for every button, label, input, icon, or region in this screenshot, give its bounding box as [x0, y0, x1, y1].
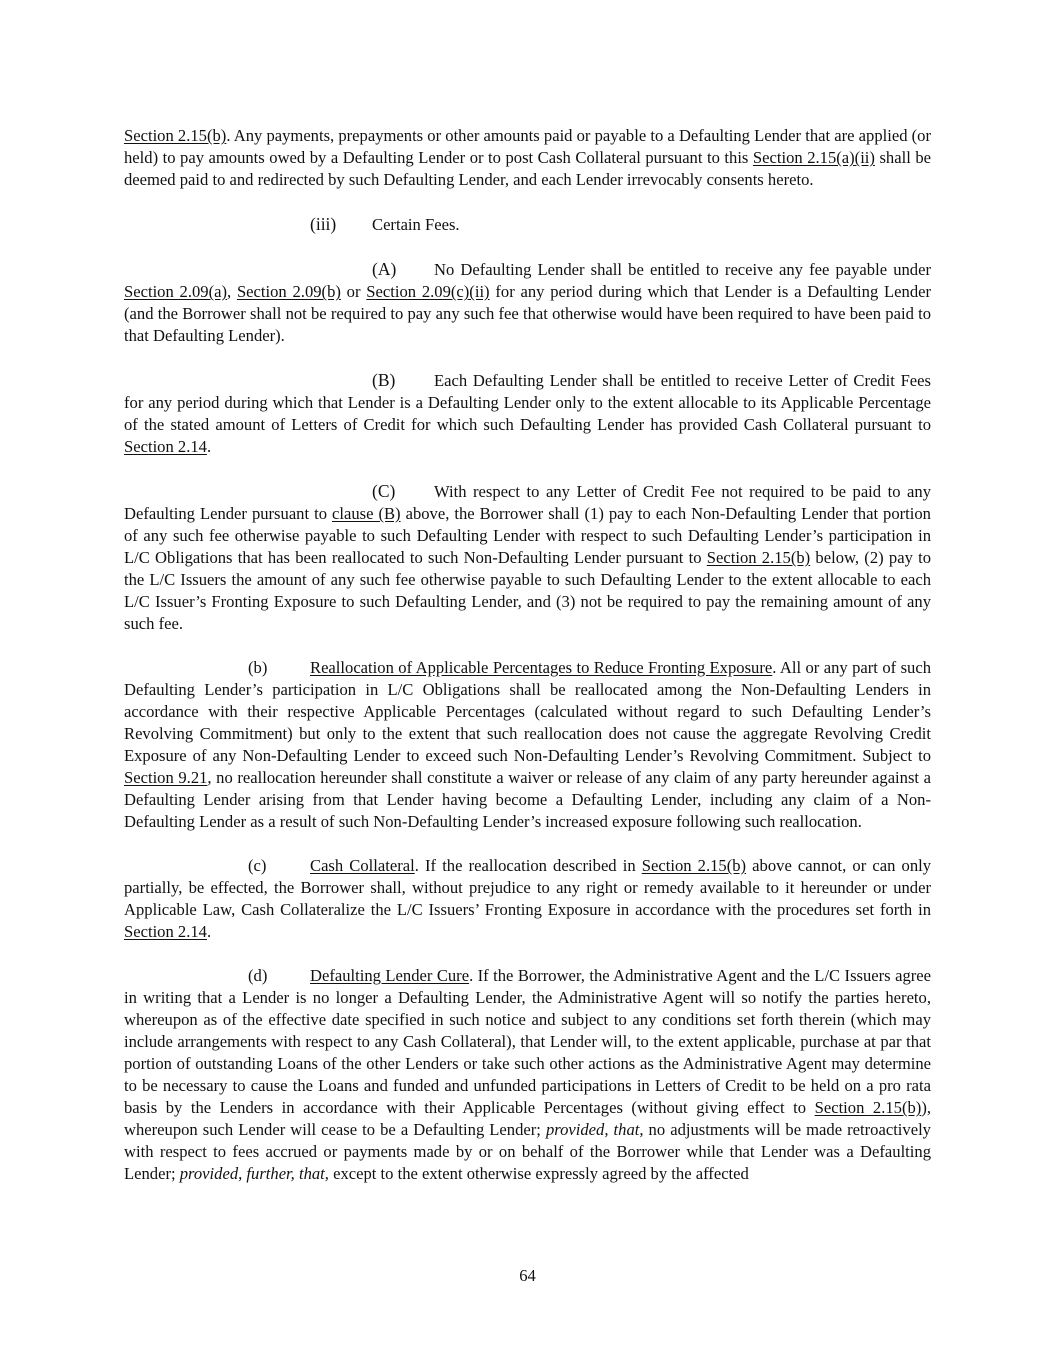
- paragraph-text: .: [206, 922, 212, 941]
- paragraph-text: shall be deemed paid to and redirected by such Defaulting Lender, and each Lender irrevocably consents hereto.: [124, 148, 931, 189]
- clause-label: (C): [372, 481, 396, 501]
- paragraph-text: ,: [227, 282, 237, 301]
- paragraph-text: below, (2) pay to the L/C Issuers the amount of any such fee otherwise payable to such Defaulting Lender to the extent allocable to each L/C Issuer’s Fronting Exposure to such Defaulting Lender, and (3) not be required to pay the remaining amount of any such fee.: [124, 548, 932, 633]
- paragraph-text: . All or any part of such Defaulting Lender’s participation in L/C Obligations shall be reallocated among the Non-Defaulting Lenders in accordance with their respective Applicable Percentages (calculated without regard to such Defaulting Lender’s Revolving Commitment) but only to the extent that such reallocation does not cause the aggregate Revolving Credit Exposure of any Non-Defaulting Lender to exceed such Non-Defaulting Lender’s Revolving Commitment. Subject to: [124, 658, 931, 765]
- section-reference: Section 2.15(b): [706, 548, 811, 567]
- clause-C: [124, 480, 931, 635]
- paragraph-text: . If the reallocation described in: [414, 856, 642, 875]
- paragraph-text: except to the extent otherwise expressly agreed by the affected: [328, 1164, 749, 1183]
- section-reference: Section 2.14: [124, 922, 207, 941]
- clause-label: (iii): [310, 214, 337, 234]
- clause-A: [124, 258, 931, 347]
- page-number: 64: [519, 1266, 536, 1285]
- section-reference: Section 2.15(b): [814, 1098, 922, 1117]
- clause-label: (A): [372, 259, 397, 279]
- section-reference: Section 2.09(b): [236, 282, 341, 301]
- section-reference: Section 9.21: [124, 768, 208, 787]
- section-reference: Section 2.15(b): [124, 126, 227, 145]
- clause-label: (b): [248, 658, 268, 677]
- section-reference: Section 2.15(a)(ii): [752, 148, 875, 167]
- clause-label: (c): [248, 856, 267, 875]
- section-reference: clause (B): [332, 504, 401, 523]
- paragraph-text: or: [340, 282, 367, 301]
- clause-heading: Reallocation of Applicable Percentages to Reduce Fronting Exposure: [310, 658, 773, 677]
- proviso-text: provided, that,: [545, 1120, 644, 1139]
- paragraph-continuation: [124, 125, 931, 191]
- clause-d: [124, 965, 931, 1185]
- clause-label: (d): [248, 966, 268, 985]
- clause-b: [124, 657, 931, 833]
- paragraph-text: , no reallocation hereunder shall constitute a waiver or release of any claim of any party hereunder against a Defaulting Lender arising from that Lender having become a Defaulting Lender, including any claim of a Non-Defaulting Lender as a result of such Non-Defaulting Lender’s increased exposure following such reallocation.: [124, 768, 931, 831]
- paragraph-text: above cannot, or can only partially, be effected, the Borrower shall, without prejudice to any right or remedy available to it hereunder or under Applicable Law, Cash Collateralize the L/C Issuers’ Fronting Exposure in accordance with the procedures set forth in: [124, 856, 932, 919]
- section-reference: Section 2.09(a): [124, 282, 228, 301]
- section-reference: Section 2.09(c)(ii): [366, 282, 490, 301]
- clause-c: [124, 855, 931, 943]
- paragraph-text: . Any payments, prepayments or other amounts paid or payable to a Defaulting Lender that are applied (or held) to pay amounts owed by a Defaulting Lender or to post Cash Collateral pursuant to this: [124, 126, 932, 167]
- clause-label: (B): [372, 370, 396, 390]
- proviso-text: provided, further, that,: [179, 1164, 329, 1183]
- paragraph-text: . If the Borrower, the Administrative Agent and the L/C Issuers agree in writing that a Lender is no longer a Defaulting Lender, the Administrative Agent will so notify the parties hereto, whereupon as of the effective date specified in such notice and subject to any conditions set forth therein (which may include arrangements with respect to any Cash Collateral), that Lender will, to the extent applicable, purchase at par that portion of outstanding Loans of the other Lenders or take such other actions as the Administrative Agent may determine to be necessary to cause the Loans and funded and unfunded participations in Letters of Credit to be held on a pro rata basis by the Lenders in accordance with their Applicable Percentages (without giving effect to: [124, 966, 931, 1117]
- paragraph-text: for any period during which that Lender is a Defaulting Lender (and the Borrower shall not be required to pay any such fee that otherwise would have been required to have been paid to that Defaulting Lender).: [124, 282, 932, 345]
- clause-heading: Defaulting Lender Cure: [310, 966, 470, 985]
- paragraph-text: No Defaulting Lender shall be entitled to receive any fee payable under: [434, 260, 931, 279]
- paragraph-text: no adjustments will be made retroactively with respect to fees accrued or payments made by or on behalf of the Borrower while that Lender was a Defaulting Lender;: [124, 1120, 931, 1183]
- paragraph-text: .: [206, 437, 212, 456]
- clause-title: Certain Fees.: [372, 215, 460, 234]
- section-reference: Section 2.15(b): [641, 856, 747, 875]
- paragraph-text: Each Defaulting Lender shall be entitled to receive Letter of Credit Fees for any period during which that Lender is a Defaulting Lender only to the extent allocable to its Applicable Percentage of the stated amount of Letters of Credit for which such Defaulting Lender has provided Cash Collateral pursuant to: [124, 371, 931, 434]
- paragraph-text: ), whereupon such Lender will cease to be a Defaulting Lender;: [124, 1098, 931, 1139]
- document-body: [124, 125, 931, 1207]
- paragraph-text: above, the Borrower shall (1) pay to each Non-Defaulting Lender that portion of any such fee otherwise payable to such Defaulting Lender with respect to such Defaulting Lender’s participation in L/C Obligations that has been reallocated to such Non-Defaulting Lender pursuant to: [124, 504, 931, 567]
- clause-heading: Cash Collateral: [310, 856, 415, 875]
- paragraph-text: With respect to any Letter of Credit Fee not required to be paid to any Defaulting Lender pursuant to: [124, 482, 931, 523]
- section-reference: Section 2.14: [124, 437, 207, 456]
- clause-iii-heading: [124, 213, 931, 236]
- clause-B: [124, 369, 931, 458]
